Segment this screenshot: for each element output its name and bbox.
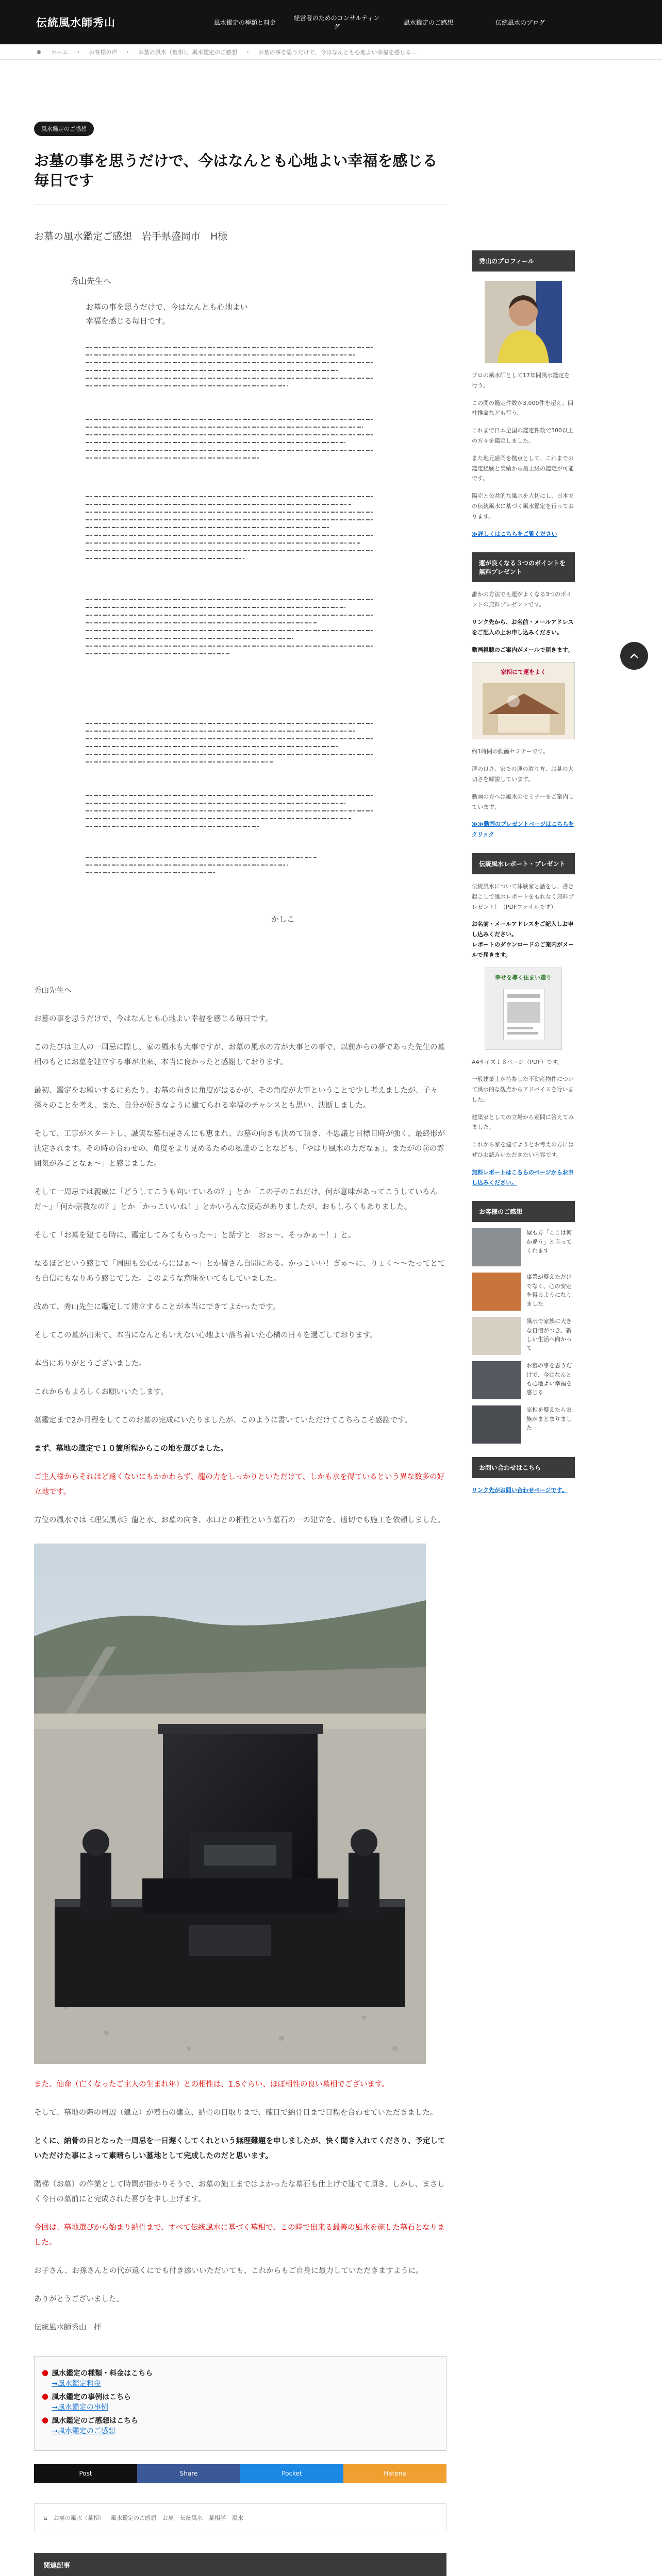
scroll-to-top-button[interactable] bbox=[620, 642, 648, 670]
commentary-paragraph: 方位の風水では《理気風水》龍と水、お墓の向き、水口との相性という墓石の一の建立を、適切でも施工を依頼しました。 bbox=[34, 1516, 445, 1525]
review-paragraph: 改めて、秀山先生に鑑定して建立することが本当にできてよかったです。 bbox=[34, 1303, 280, 1312]
video-label: 家相にて運をよく bbox=[501, 669, 546, 676]
handwriting-block bbox=[86, 857, 374, 880]
report-text: お名前・メールアドレスをご記入しお申し込みください。 レポートのダウンロードのご案内がメールで届きます。 bbox=[472, 921, 574, 958]
review-paragraph: 本当にありがとうございました。 bbox=[34, 1360, 146, 1368]
recent-item[interactable]: 風水で家族に大きな自信がつき、新しい生活へ向かって bbox=[472, 1317, 575, 1355]
commentary-red: また、仙命（亡くなったご主人の生まれ年）との相性は、1.5ぐらい、ほぼ相性の良い墓相でございます。 bbox=[34, 2080, 389, 2089]
reviews-link[interactable]: →風水鑑定のご感想 bbox=[52, 2427, 115, 2436]
recent-heading: お客様のご感想 bbox=[472, 1201, 575, 1222]
tag-item[interactable]: お墓の風水（墓相） bbox=[53, 2515, 105, 2522]
signature: 伝統風水師秀山 拝 bbox=[34, 2324, 102, 2332]
related-heading: 関連記事 bbox=[34, 2553, 446, 2576]
profile-text: また地元盛岡を拠点として、これまでの鑑定経験と実績から最上級の鑑定が可能です。 bbox=[472, 454, 574, 482]
letter-line: 幸福を感じる毎日です。 bbox=[86, 316, 170, 326]
share-pocket-button[interactable]: Pocket bbox=[240, 2464, 343, 2483]
bullet-icon: ● bbox=[42, 2392, 49, 2401]
commentary-bold: まず、墓地の選定で１０箇所程からこの地を選びました。 bbox=[34, 1445, 228, 1453]
category-badge[interactable]: 風水鑑定のご感想 bbox=[34, 122, 94, 136]
recent-thumbnail bbox=[472, 1361, 521, 1399]
review-paragraph: このたびは主人の一周忌に際し、家の風水も大事ですが、お墓の風水の方が大事との事で、以前からの夢であった先生の墓相のもとにお墓を建立する事が出来、本当に良かったと感謝しております。 bbox=[34, 1043, 445, 1067]
tag-icon: ⌂ bbox=[44, 2514, 47, 2521]
recent-item[interactable]: 家相を整えたら家族がまとまりました bbox=[472, 1405, 575, 1444]
contact-heading: お問い合わせはこちら bbox=[472, 1457, 575, 1478]
tag-item[interactable]: 伝統風水 bbox=[179, 2515, 203, 2522]
breadcrumb-category[interactable]: お墓の風水（墓相）、風水鑑定のご感想 bbox=[138, 48, 238, 56]
cases-link[interactable]: →風水鑑定の事例 bbox=[52, 2403, 108, 2412]
report-text: 伝統風水について体験家と話をし、書き起こしで風水レポートをもれなく無料プレゼント！（PDFファイルです） bbox=[472, 883, 574, 910]
article-subtitle: お墓の風水鑑定ご感想 岩手県盛岡市 H様 bbox=[34, 231, 228, 243]
tag-list bbox=[34, 2503, 446, 2532]
breadcrumb-home[interactable]: ホーム bbox=[51, 48, 68, 56]
profile-text: プロの風水師として17年間風水鑑定を行う。 bbox=[472, 372, 570, 389]
tag-item[interactable]: 風水鑑定のご感想 bbox=[110, 2515, 156, 2522]
review-paragraph: 秀山先生へ bbox=[34, 987, 72, 995]
breadcrumb-sep: › bbox=[77, 48, 80, 55]
handwriting-block bbox=[86, 419, 374, 465]
commentary-paragraph: お子さん、お孫さんとの代が遠くにでも付き添いいただいても、これからもご自身に最力していただきますように。 bbox=[34, 2267, 423, 2276]
nav-item-blog[interactable]: 伝統風水のブログ bbox=[495, 19, 545, 26]
link-title: 風水鑑定の事例はこちら bbox=[52, 2393, 131, 2402]
commentary-paragraph: そして、墓地の際の周辺（建立）が着石の建立、納骨の日取りまで、確日で納骨日まで日程を合わせていただきました。 bbox=[34, 2109, 438, 2117]
breadcrumb-sep: › bbox=[126, 48, 129, 55]
letter-line: お墓の事を思うだけで、今はなんとも心地よい bbox=[86, 302, 248, 312]
thanks-text: ありがとうございました。 bbox=[34, 2295, 124, 2304]
breadcrumb bbox=[0, 44, 662, 60]
recent-item[interactable]: お墓の事を思うだけで、今はなんとも心地よい幸福を感じる bbox=[472, 1361, 575, 1399]
link-title: 風水鑑定のご感想はこちら bbox=[52, 2417, 139, 2426]
recent-item[interactable]: 事業が整えただけでなく、心の安定を得るようになりました bbox=[472, 1273, 575, 1311]
recent-thumbnail bbox=[472, 1317, 521, 1355]
link-title: 風水鑑定の種類・料金はこちら bbox=[52, 2369, 153, 2378]
share-facebook-button[interactable]: Share bbox=[137, 2464, 240, 2483]
review-paragraph: お墓の事を思うだけで、今はなんとも心地よい幸福を感じる毎日です。 bbox=[34, 1015, 273, 1024]
handwriting-block bbox=[86, 599, 374, 661]
handwriting-block bbox=[86, 347, 374, 393]
commentary-red: ご主人様からそれほど遠くないにもかかわらず、龍の力をしっかりといただけて、しかも水を得ているという異な数多の好立地です。 bbox=[34, 1473, 445, 1497]
recent-thumbnail bbox=[472, 1405, 521, 1444]
breadcrumb-current: お墓の事を思うだけで、今はなんとも心地よい幸福を感じる… bbox=[258, 48, 417, 56]
video-thumbnail[interactable] bbox=[472, 662, 575, 739]
global-nav bbox=[199, 0, 566, 44]
present-heading: 運が良くなる３つのポイントを無料プレゼント bbox=[472, 552, 575, 582]
present-text: 誰かの方法でも運がよくなる3つのポイントの無料プレゼントです。 bbox=[472, 591, 572, 608]
share-hatena-button[interactable]: Hatena bbox=[343, 2464, 446, 2483]
recent-item[interactable]: 屋も方「ここは何か違う」と言ってくれます bbox=[472, 1228, 575, 1266]
recent-thumbnail bbox=[472, 1273, 521, 1311]
report-detail: 一般建築士が持参した不動産物件について風水的な観点からアドバイスを行いました。 bbox=[472, 1076, 574, 1103]
handwriting-block bbox=[86, 723, 374, 769]
sidebar bbox=[472, 250, 575, 1496]
review-paragraph: そして、工事がスタートし、誠実な墓石屋さんにも恵まれ、お墓の向きも決めて頂き、不思議と目標日時が強く、最終形が決定されます。その時の合わせの、角度をより見めるための私達のことなども、「やはり風水の力だなぁ」、またがの前の雰囲気がみごとなぁ〜」と感じました。 bbox=[34, 1130, 445, 1168]
profile-heading: 秀山のプロフィール bbox=[472, 250, 575, 272]
profile-photo bbox=[485, 281, 562, 363]
report-detail: A4サイズ１８ページ（PDF）です。 bbox=[472, 1058, 563, 1065]
chevron-up-icon bbox=[630, 653, 639, 659]
page-title: お墓の事を思うだけで、今はなんとも心地よい幸福を感じる毎日です bbox=[34, 152, 438, 189]
review-paragraph: そしてこの墓が出来て、本当になんともいえない心地よい落ち着いた心構の日々を過ごしております。 bbox=[34, 1331, 377, 1340]
handwritten-letter-image bbox=[55, 259, 416, 970]
review-paragraph: そして「お墓を建てる時に、鑑定してみてもらった〜」と話すと「おぉ〜、そっかぁ〜！」と。 bbox=[34, 1231, 356, 1240]
commentary-red: 今回は、墓地選びから始まり納骨まで、すべて伝統風水に基づく墓相で、この時で出来る最善の風水を施した墓石となりました。 bbox=[34, 2224, 445, 2247]
share-x-button[interactable]: Post bbox=[34, 2464, 137, 2483]
article bbox=[34, 122, 446, 2576]
site-logo[interactable]: 伝統風水師秀山 bbox=[36, 16, 115, 29]
report-detail: 建築家としての立場から疑問に答えてみました。 bbox=[472, 1113, 574, 1131]
commentary-bold: とくに、納骨の日となった一周忌を一日遅くしてくれという無理難題を申しましたが、快く聞き入れてくださり、予定していただけた事によって素晴らしい墓地として完成したのだと思います。 bbox=[34, 2137, 445, 2161]
nav-item-reviews[interactable]: 風水鑑定のご感想 bbox=[403, 19, 453, 26]
profile-text: この間の鑑定件数が3,000件を超え、四柱推命なども行う。 bbox=[472, 399, 574, 417]
present-text: 動画視聴のご案内がメールで届きます。 bbox=[472, 646, 573, 653]
tag-item[interactable]: 墓相学 bbox=[208, 2515, 226, 2522]
tag-item[interactable]: お墓 bbox=[162, 2515, 174, 2522]
present-text: リンク先から、お名前・メールアドレスをご記入の上お申し込みください。 bbox=[472, 618, 574, 636]
letter-closing: かしこ bbox=[271, 914, 295, 924]
grave-photo bbox=[34, 1544, 426, 2064]
profile-text: 陽宅と公共的な風水を大切にし、日本での伝統風水に基づく風水鑑定を行っております。 bbox=[472, 493, 574, 520]
bullet-icon: ● bbox=[42, 2415, 49, 2425]
nav-item-pricing[interactable]: 風水鑑定の種類と料金 bbox=[213, 19, 276, 26]
bullet-icon: ● bbox=[42, 2368, 49, 2378]
report-heading: 伝統風水レポート・プレゼント bbox=[472, 853, 575, 874]
nav-item-consulting[interactable]: 経営者のためのコンサルティング bbox=[293, 14, 380, 30]
handwriting-block bbox=[86, 496, 374, 566]
breadcrumb-sep: › bbox=[246, 48, 249, 55]
report-cover-title: 幸せを導く住まい造り bbox=[495, 974, 552, 981]
commentary-paragraph: 階梯（お墓）の作業として時間が掛かりそうで、お墓の施工まではよかったな墓石も仕上げで建てて頂き、しかし、まさしく今日の墓前にと完成された喜びを申し上げます。 bbox=[34, 2180, 445, 2204]
report-link[interactable]: 無料レポートはこちらのページからお申し込みください。 bbox=[472, 1168, 574, 1186]
review-paragraph: これからもよろしくお願いいたします。 bbox=[34, 1388, 168, 1397]
recent-thumbnail bbox=[472, 1228, 521, 1266]
review-paragraph: そして一周忌では親戚に「どうしてこうも向いているの？」とか「この子のこれだけ、何が意味があってこうしているんだ〜」「何か宗教なの？」とか「かっこいいね！」とかいろんな反応がありましたが、おもしろくもありました。 bbox=[34, 1188, 438, 1212]
site-header bbox=[0, 0, 662, 44]
profile-link[interactable]: ≫詳しくはこちらをご覧ください bbox=[472, 530, 557, 537]
tag-item[interactable]: 風水 bbox=[231, 2515, 243, 2522]
profile-text: これまで日本全国の鑑定件数で300以上の方々を鑑定しました。 bbox=[472, 427, 573, 444]
present-detail: 動画の方へは風水のセミナーをご案内しています。 bbox=[472, 793, 574, 810]
report-detail: これから家を建てようとお考えの方にはぜひお読みいただきたい内容です。 bbox=[472, 1141, 574, 1159]
share-buttons bbox=[34, 2464, 446, 2483]
breadcrumb-voice[interactable]: お客様の声 bbox=[89, 48, 118, 56]
present-detail: 運の良さ、家での運の取り方、お墓の大切さを解説しています。 bbox=[472, 766, 574, 783]
commentary-paragraph: 墓鑑定まで2か月程をしてこのお墓の完成にいたりましたが、このように書いていただけてこちらこそ感謝です。 bbox=[34, 1416, 412, 1425]
letter-salutation: 秀山先生へ bbox=[70, 276, 112, 286]
present-detail: 約1時間の動画セミナーです。 bbox=[472, 748, 549, 755]
review-paragraph: 最初、鑑定をお願いするにあたり、お墓の向きに角度がはるかが、その角度が大事ということで少し考えましたが、子々孫々のことを考え、また、自分が好きなように建てられる幸福のチャンスとも思い、決断しました。 bbox=[34, 1087, 438, 1110]
review-paragraph: なるほどという感じで「周囲も公心からにはぁ〜」とか皆さん自問にある。かっこいい！ぎゅ〜に、りょく〜〜たってとても自信にもなりあう感じでした。このような意味をいてもしていました。 bbox=[34, 1260, 445, 1283]
pricing-link[interactable]: →風水鑑定料金 bbox=[52, 2380, 101, 2388]
contact-link[interactable]: リンク先がお問い合わせページです。 bbox=[472, 1487, 568, 1494]
service-links-box bbox=[34, 2356, 446, 2451]
video-page-link[interactable]: ≫≫動画のプレゼントページはこちらをクリック bbox=[472, 821, 574, 838]
home-icon[interactable] bbox=[36, 49, 42, 55]
handwriting-block bbox=[86, 795, 374, 834]
report-cover-image bbox=[485, 968, 562, 1050]
